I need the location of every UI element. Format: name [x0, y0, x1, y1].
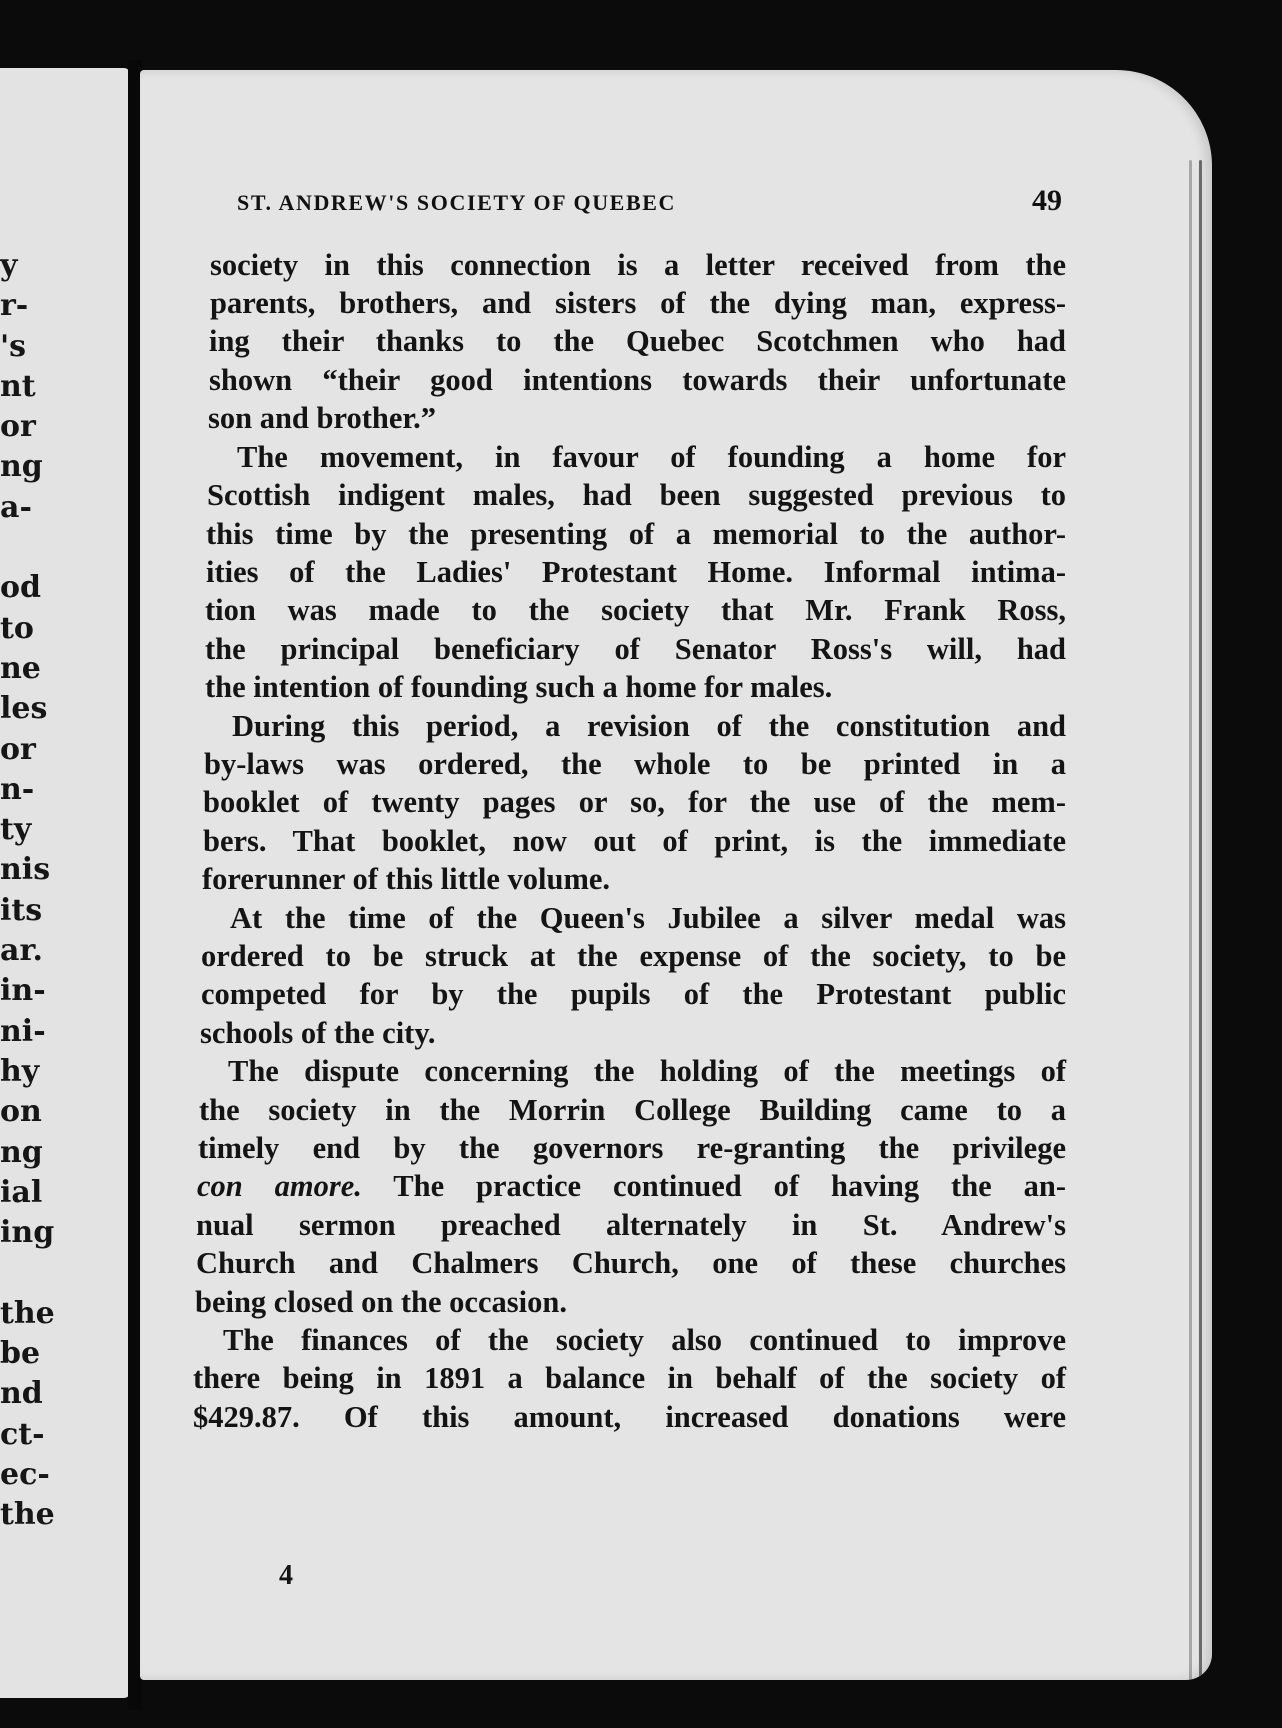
previous-page-fragment: in- — [0, 973, 46, 1009]
text-line: At the time of the Queen's Jubilee a silver medal was — [230, 901, 1066, 935]
previous-page-fragment: hy — [0, 1053, 40, 1089]
text-line: The finances of the society also continued to improve — [223, 1323, 1066, 1357]
previous-page-fragment: ing — [0, 1215, 55, 1251]
text-line: the society in the Morrin College Building came to a — [199, 1093, 1066, 1127]
previous-page-line-endings — [0, 246, 55, 1536]
text-line: con amore. The practice continued of having the an- — [197, 1169, 1066, 1203]
text-line: being closed on the occasion. — [195, 1285, 567, 1319]
text-line: schools of the city. — [200, 1016, 436, 1050]
previous-page-fragment: ec- — [0, 1456, 50, 1492]
previous-page-fragment: or — [0, 409, 36, 445]
text-line: ities of the Ladies' Protestant Home. Informal intima- — [206, 555, 1066, 589]
previous-page-fragment: on — [0, 1094, 42, 1130]
page-number: 49 — [1032, 184, 1062, 217]
text-line: booklet of twenty pages or so, for the use of the mem- — [203, 785, 1066, 819]
previous-page-fragment: ct- — [0, 1416, 45, 1452]
text-line: the principal beneficiary of Senator Ross's will, had — [205, 632, 1066, 666]
text-line: society in this connection is a letter received from the — [210, 248, 1066, 282]
previous-page-fragment: be — [0, 1336, 41, 1372]
text-line: Scottish indigent males, had been suggested previous to — [207, 478, 1066, 512]
previous-page-fragment: nt — [0, 368, 36, 404]
previous-page-fragment: or — [0, 731, 36, 767]
previous-page-fragment: a- — [0, 489, 32, 525]
previous-page-fragment: ar. — [0, 933, 43, 969]
previous-page-fragment: to — [0, 610, 34, 646]
text-line: ordered to be struck at the expense of the society, to be — [201, 939, 1066, 973]
text-line: by-laws was ordered, the whole to be printed in a — [204, 747, 1066, 781]
previous-page-fragment: ng — [0, 449, 43, 485]
page-edge-line — [1199, 160, 1202, 1680]
previous-page-fragment — [0, 1253, 55, 1293]
text-line: ing their thanks to the Quebec Scotchmen who had — [209, 324, 1066, 358]
previous-page-fragment: od — [0, 570, 41, 606]
text-line: this time by the presenting of a memorial to the author- — [206, 517, 1066, 551]
previous-page-fragment: y — [0, 248, 18, 283]
text-line: there being in 1891 a balance in behalf of the society of — [193, 1361, 1066, 1395]
previous-page-fragment: n- — [0, 771, 35, 807]
page-edge-line — [1189, 160, 1192, 1680]
text-line: bers. That booklet, now out of print, is the immediate — [203, 824, 1066, 858]
previous-page-edge — [0, 68, 130, 1698]
previous-page-fragment: nis — [0, 852, 51, 888]
previous-page-fragment: ng — [0, 1134, 43, 1170]
text-line: tion was made to the society that Mr. Frank Ross, — [205, 593, 1066, 627]
previous-page-fragment: ni- — [0, 1013, 46, 1049]
previous-page-fragment: the — [0, 1295, 55, 1331]
text-line: timely end by the governors re-granting the privilege — [198, 1131, 1066, 1165]
text-line: The dispute concerning the holding of the meetings of — [228, 1054, 1066, 1088]
text-line: forerunner of this little volume. — [202, 862, 611, 896]
text-line: competed for by the pupils of the Protestant public — [201, 977, 1066, 1011]
previous-page-fragment — [0, 528, 55, 568]
text-line: son and brother.” — [208, 401, 436, 435]
running-head: ST. ANDREW'S SOCIETY OF QUEBEC — [237, 190, 676, 215]
text-line: parents, brothers, and sisters of the dying man, express- — [210, 286, 1066, 320]
text-line: $429.87. Of this amount, increased donations were — [193, 1400, 1066, 1434]
italic-phrase: con amore. — [197, 1169, 362, 1203]
text-line: the intention of founding such a home for males. — [205, 670, 833, 704]
previous-page-fragment: 's — [0, 328, 27, 364]
text-line: During this period, a revision of the constitution and — [232, 709, 1066, 743]
previous-page-fragment: its — [0, 892, 43, 928]
previous-page-fragment: r- — [0, 288, 29, 324]
previous-page-fragment: ial — [0, 1174, 43, 1210]
previous-page-fragment: ty — [0, 812, 32, 848]
text-line: nual sermon preached alternately in St. Andrew's — [196, 1208, 1066, 1242]
text-line: Church and Chalmers Church, one of these churches — [196, 1246, 1066, 1280]
text-line: The movement, in favour of founding a home for — [237, 440, 1066, 474]
signature-mark: 4 — [279, 1560, 293, 1591]
previous-page-fragment: les — [0, 691, 48, 727]
previous-page-fragment: ne — [0, 650, 41, 686]
previous-page-fragment: nd — [0, 1376, 43, 1412]
text-line: shown “their good intentions towards their unfortunate — [209, 363, 1066, 397]
previous-page-fragment: the — [0, 1497, 55, 1533]
